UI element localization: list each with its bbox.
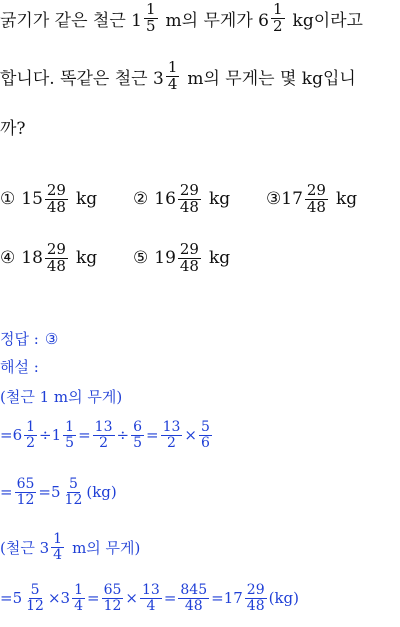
option-mark: ④ [0,248,16,269]
option-unit: kg [75,248,98,269]
option-4[interactable] [0,242,97,275]
option-whole: 17 [281,189,303,210]
solution-text: (철근 1 m의 무게) [0,388,123,406]
answer-label: 정답 : [0,330,39,348]
option-whole: 16 [154,189,176,210]
fraction: $\frac{845}{48}$ [180,582,208,614]
solution-text: ×3 [47,589,71,608]
fraction: $\frac{5}{6}$ [200,419,210,451]
solution-text: = [87,589,100,608]
solution-text: × [184,426,197,445]
answer-line [0,328,58,349]
fraction: $\frac{1}{4}$ [167,58,178,93]
solution-step-2 [0,420,214,450]
solution-text: = [78,426,91,445]
answer-value: ③ [44,329,59,348]
solution-step-4 [0,532,140,562]
solution-text: =5 [38,483,61,502]
option-unit: kg [208,189,231,210]
question-line-3 [0,114,26,139]
option-mark: ② [133,189,149,210]
solution-text: = [146,426,159,445]
option-whole: 15 [21,189,43,210]
fraction: $\frac{29}{48}$ [179,181,199,216]
question-text: 굵기가 같은 철근 1 [0,10,142,31]
fraction: $\frac{1}{5}$ [145,0,156,35]
solution-step-3 [0,477,117,507]
option-1[interactable] [0,183,97,216]
question-line-2 [0,60,356,93]
fraction: $\frac{29}{48}$ [46,240,66,275]
fraction: $\frac{29}{48}$ [246,582,265,614]
fraction: $\frac{29}{48}$ [46,181,66,216]
fraction: $\frac{1}{5}$ [65,419,75,451]
fraction: $\frac{65}{12}$ [16,476,35,508]
solution-label: 해설 : [0,358,39,376]
option-2[interactable] [133,183,230,216]
option-mark: ① [0,189,16,210]
option-unit: kg [208,248,231,269]
option-unit: kg [335,189,358,210]
solution-text: = [163,589,177,608]
fraction: $\frac{1}{2}$ [26,419,36,451]
fraction: $\frac{6}{5}$ [133,419,142,451]
fraction: $\frac{29}{48}$ [179,240,199,275]
question-line-1 [0,2,363,35]
fraction: $\frac{13}{2}$ [94,419,113,451]
solution-text: (kg) [268,589,300,608]
fraction: $\frac{5}{12}$ [26,582,44,614]
fraction: $\frac{29}{48}$ [306,181,326,216]
option-unit: kg [75,189,98,210]
question-text: 합니다. 똑같은 철근 3 [0,68,164,89]
question-text: 까? [0,119,26,139]
solution-text: =5 [0,589,23,608]
option-3[interactable] [266,183,357,216]
fraction: $\frac{1}{4}$ [53,531,63,563]
solution-text: (kg) [86,483,117,502]
fraction: $\frac{1}{4}$ [74,582,83,614]
option-mark: ③ [266,189,282,210]
option-whole: 18 [21,248,43,269]
solution-text: ÷1 [39,426,62,445]
solution-text: ÷ [116,426,130,445]
fraction: $\frac{5}{12}$ [64,476,83,508]
solution-step-5 [0,583,299,613]
solution-text: =17 [211,589,243,608]
solution-text: × [125,589,138,608]
fraction: $\frac{65}{12}$ [103,582,122,614]
fraction: $\frac{13}{2}$ [162,419,181,451]
question-text: m의 무게가 6 [165,10,269,31]
solution-label-line [0,356,39,377]
solution-text: =6 [0,426,23,445]
solution-text: = [0,483,13,502]
question-text: kg이라고 [292,10,363,31]
option-whole: 19 [154,248,176,269]
solution-step-1 [0,386,122,407]
fraction: $\frac{13}{4}$ [141,582,160,614]
solution-text: m의 무게) [72,538,141,557]
fraction: $\frac{1}{2}$ [272,0,283,35]
option-5[interactable] [133,242,230,275]
option-mark: ⑤ [133,248,149,269]
solution-text: (철근 3 [0,538,50,557]
question-text: m의 무게는 몇 kg입니 [187,68,356,89]
